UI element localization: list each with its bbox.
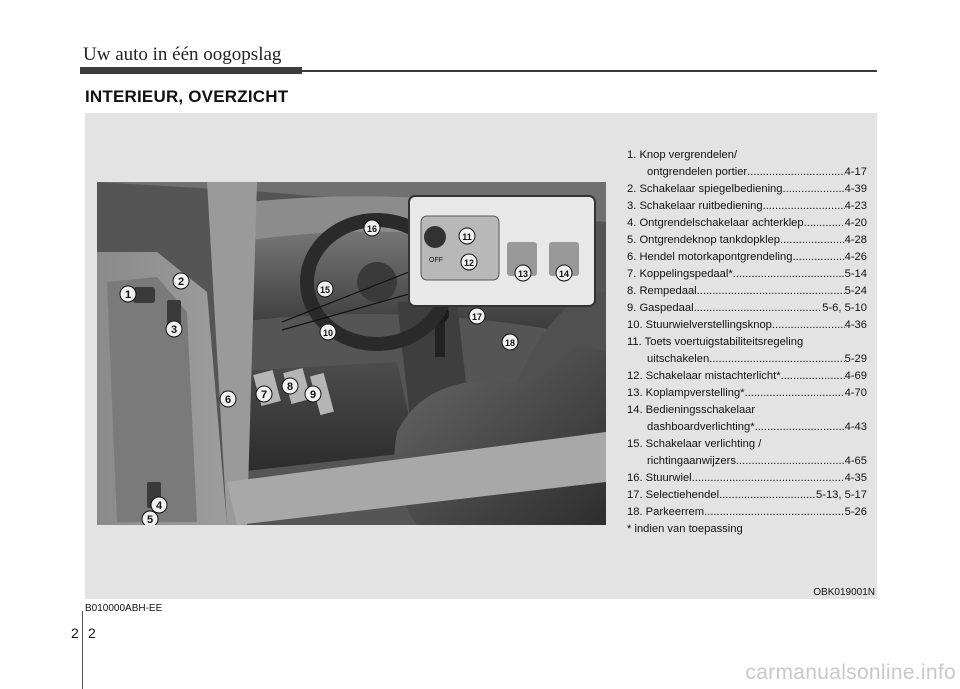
legend-list: [627, 147, 867, 538]
svg-text:8: 8: [286, 381, 294, 393]
legend-item-14: [627, 402, 867, 436]
legend-page: 4-36: [844, 319, 867, 331]
svg-text:13: 13: [517, 269, 529, 279]
legend-item-6: [627, 249, 867, 266]
callout-5: [142, 511, 158, 525]
legend-page: 5-14: [844, 268, 867, 280]
legend-text: 10. Stuurwielverstellingsknop: [627, 319, 772, 331]
legend-text: 15. Schakelaar verlichting /: [627, 438, 762, 450]
svg-text:7: 7: [260, 389, 268, 401]
callout-4: [151, 497, 167, 513]
header-rule: [302, 70, 877, 72]
inset-off-label: OFF: [429, 257, 443, 264]
svg-text:15: 15: [319, 285, 331, 295]
header-title: Uw auto in één oogopslag: [83, 44, 282, 65]
legend-page: 4-35: [844, 472, 867, 484]
legend-text: ontgrendelen portier: [647, 166, 748, 178]
interior-illustration: [97, 182, 606, 525]
legend-page: 5-6, 5-10: [822, 302, 867, 314]
callout-2: [173, 273, 189, 289]
legend-page: 4-23: [844, 200, 867, 212]
callout-8: [282, 378, 298, 394]
legend-page: 4-39: [844, 183, 867, 195]
legend-item-4: [627, 215, 867, 232]
legend-page: 4-28: [844, 234, 867, 246]
legend-text: 16. Stuurwiel: [627, 472, 692, 484]
svg-text:6: 6: [224, 394, 232, 406]
legend-item-10: [627, 317, 867, 334]
legend-item-8: [627, 283, 867, 300]
legend-item-15: [627, 436, 867, 470]
legend-page: 4-43: [844, 421, 867, 433]
svg-text:17: 17: [471, 312, 483, 322]
svg-text:16: 16: [366, 224, 378, 234]
legend-text: 12. Schakelaar mistachterlicht*: [627, 370, 781, 382]
callout-10: [320, 324, 336, 340]
svg-text:12: 12: [463, 258, 475, 268]
legend-item-12: [627, 368, 867, 385]
legend-text: 18. Parkeerrem: [627, 506, 705, 518]
callout-12: [461, 254, 477, 270]
callout-13: [515, 265, 531, 281]
legend-page: 5-29: [844, 353, 867, 365]
callout-9: [305, 386, 321, 402]
legend-page: 5-24: [844, 285, 867, 297]
legend-text: 7. Koppelingspedaal*: [627, 268, 733, 280]
legend-text: 13. Koplampverstelling*: [627, 387, 745, 399]
callout-7: [256, 386, 272, 402]
legend-item-13: [627, 385, 867, 402]
legend-item-7: [627, 266, 867, 283]
legend-item-16: [627, 470, 867, 487]
callout-1: [120, 286, 136, 302]
legend-text: 8. Rempedaal: [627, 285, 697, 297]
legend-item-11: [627, 334, 867, 368]
legend-item-5: [627, 232, 867, 249]
svg-text:9: 9: [309, 389, 317, 401]
svg-text:3: 3: [170, 324, 178, 336]
legend-text: 3. Schakelaar ruitbediening: [627, 200, 763, 212]
interior-drawing: [97, 182, 606, 525]
figure-code: OBK019001N: [813, 587, 875, 598]
legend-text: 9. Gaspedaal: [627, 302, 694, 314]
legend-text: 6. Hendel motorkapontgrendeling: [627, 251, 793, 263]
legend-item-18: [627, 504, 867, 521]
reference-code: B010000ABH-EE: [85, 603, 163, 614]
callout-15: [317, 281, 333, 297]
legend-text: 1. Knop vergrendelen/: [627, 149, 738, 161]
svg-text:5: 5: [146, 514, 154, 525]
svg-text:18: 18: [504, 338, 516, 348]
legend-text: dashboardverlichting*: [647, 421, 755, 433]
svg-text:4: 4: [155, 500, 163, 512]
watermark: carmanualsonline.info: [745, 661, 956, 684]
legend-page: 4-17: [844, 166, 867, 178]
svg-text:11: 11: [462, 232, 472, 242]
svg-text:1: 1: [124, 289, 132, 301]
legend-footnote: * indien van toepassing: [627, 523, 743, 535]
callout-14: [556, 265, 572, 281]
legend-text: 5. Ontgrendeknop tankdopklep: [627, 234, 781, 246]
legend-text: 14. Bedieningsschakelaar: [627, 404, 756, 416]
callout-17: [469, 308, 485, 324]
legend-page: 5-26: [844, 506, 867, 518]
legend-text: 4. Ontgrendelschakelaar achterklep: [627, 217, 804, 229]
page-divider: [82, 611, 83, 689]
legend-page: 4-65: [844, 455, 867, 467]
legend-text: uitschakelen: [647, 353, 710, 365]
svg-text:10: 10: [322, 328, 334, 338]
legend-page: 4-69: [844, 370, 867, 382]
legend-text: 2. Schakelaar spiegelbediening: [627, 183, 783, 195]
svg-text:14: 14: [558, 269, 570, 279]
callout-16: [364, 220, 380, 236]
legend-page: 4-70: [844, 387, 867, 399]
legend-text: 17. Selectiehendel: [627, 489, 720, 501]
legend-text: 11. Toets voertuigstabiliteitsregeling: [627, 336, 804, 348]
section-title: INTERIEUR, OVERZICHT: [85, 87, 289, 106]
svg-text:2: 2: [177, 276, 185, 288]
legend-item-2: [627, 181, 867, 198]
callout-11: [459, 228, 475, 244]
legend-page: 4-26: [844, 251, 867, 263]
legend-page: 5-13, 5-17: [816, 489, 867, 501]
callout-18: [502, 334, 518, 350]
legend-item-9: [627, 300, 867, 317]
page-number: 2: [88, 625, 96, 641]
legend-item-3: [627, 198, 867, 215]
legend-page: 4-20: [844, 217, 867, 229]
chapter-number: 2: [71, 625, 79, 641]
legend-item-17: [627, 487, 867, 504]
legend-text: richtingaanwijzers: [647, 455, 736, 467]
callout-3: [166, 321, 182, 337]
header-bar: [80, 67, 302, 74]
legend-item-1: [627, 147, 867, 181]
callout-6: [220, 391, 236, 407]
